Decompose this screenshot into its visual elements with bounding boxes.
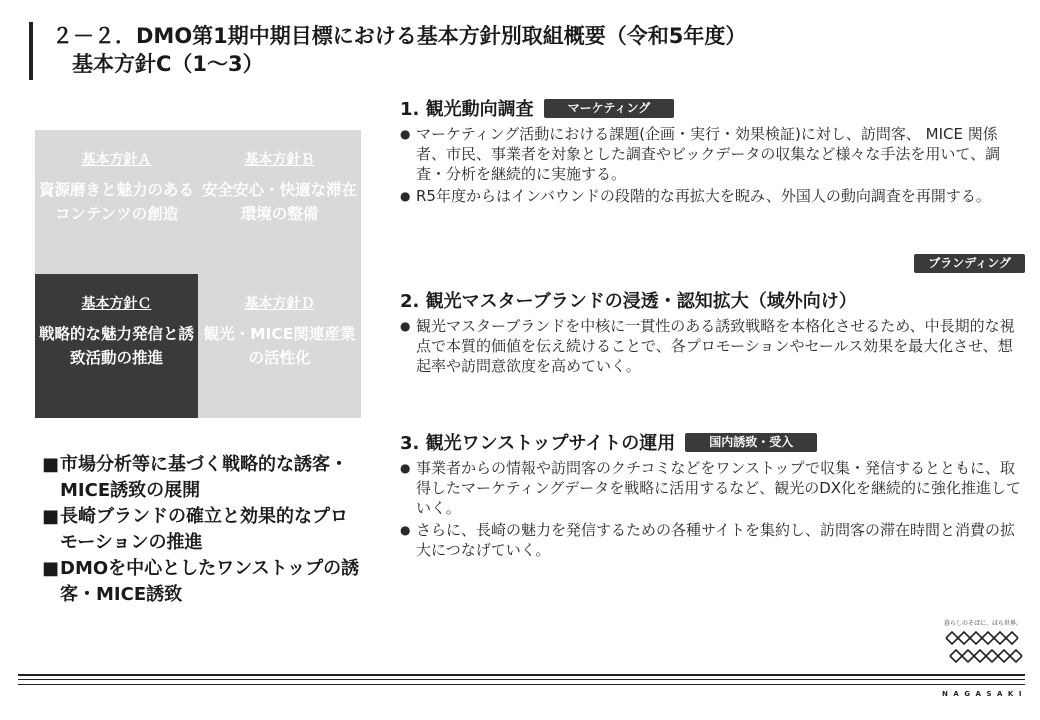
goal-text: DMOを中心としたワンストップの誘客・MICE誘致 <box>60 558 360 605</box>
dot-bullet-icon: ● <box>400 523 411 537</box>
bullet-text: 観光マスターブランドを中核に一貫性のある誘致戦略を本格化させるため、中長期的な視点で本質的価値を伝え続けることで、各プロモーションやセールス効果を最大化させ、想起率や訪問意欲度を高めていく。 <box>416 317 1015 375</box>
section-2 <box>400 256 1025 376</box>
bullet-item <box>400 458 1025 518</box>
policy-c-heading: 基本方針Ｃ <box>81 296 152 312</box>
page-title-line2: 基本方針C（1〜3） <box>72 52 264 76</box>
bullet-text: マーケティング活動における課題(企画・実行・効果検証)に対し、訪問客、 MICE 関係者、市民、事業者を対象とした調査やビックデータの収集など様々な手法を用いて、調査・分析を継続的に実施する。 <box>416 125 1001 183</box>
page-title-line1: ２－２．DMO第1期中期目標における基本方針別取組概要（令和5年度） <box>52 24 747 48</box>
policy-c-goals <box>42 452 362 608</box>
policy-grid <box>35 130 361 418</box>
policy-a-heading: 基本方針Ａ <box>81 152 152 168</box>
policy-b-body: 安全安心・快適な滞在環境の整備 <box>202 181 358 223</box>
tag-branding: ブランディング <box>914 254 1025 273</box>
section-2-heading: 2. 観光マスターブランドの浸透・認知拡大（域外向け） <box>400 291 857 312</box>
policy-c-body: 戦略的な魅力発信と誘致活動の推進 <box>39 325 195 367</box>
title-accent-bar <box>29 22 33 80</box>
section-1-heading <box>400 98 1025 122</box>
section-3 <box>400 432 1025 560</box>
footer-rule <box>18 679 1025 680</box>
policy-cell-c <box>35 274 198 418</box>
dot-bullet-icon: ● <box>400 461 411 475</box>
bullet-item <box>400 316 1025 376</box>
goal-item <box>42 452 362 504</box>
policy-d-heading: 基本方針Ｄ <box>244 296 315 312</box>
goal-text: 長崎ブランドの確立と効果的なプロモーションの推進 <box>60 506 348 553</box>
goal-text: 市場分析等に基づく戦略的な誘客・MICE誘致の展開 <box>60 454 348 501</box>
goal-item <box>42 556 362 608</box>
bullet-item <box>400 520 1025 560</box>
policy-a-body: 資源磨きと魅力のあるコンテンツの創造 <box>39 181 195 223</box>
section-1-title: 1. 観光動向調査 <box>400 99 534 120</box>
logo-wordmark: NAGASAKI <box>942 690 1027 698</box>
policy-cell-a <box>35 130 198 274</box>
page-title <box>52 22 746 78</box>
policy-d-body: 観光・MICE関連産業の活性化 <box>203 325 356 367</box>
policy-b-heading: 基本方針Ｂ <box>244 152 315 168</box>
bullet-text: さらに、長崎の魅力を発信するための各種サイトを集約し、訪問客の滞在時間と消費の拡大につなげていく。 <box>416 521 1015 559</box>
tag-marketing: マーケティング <box>544 99 675 118</box>
section-3-heading <box>400 432 1025 456</box>
dot-bullet-icon: ● <box>400 127 411 141</box>
bullet-item <box>400 124 1025 184</box>
dot-bullet-icon: ● <box>400 189 411 203</box>
nagasaki-logo-icon <box>938 614 1028 674</box>
footer-rule <box>18 684 1025 685</box>
footer-rule <box>18 674 1025 676</box>
section-3-title: 3. 観光ワンストップサイトの運用 <box>400 433 676 454</box>
dot-bullet-icon: ● <box>400 319 411 333</box>
policy-cell-d <box>198 274 361 418</box>
bullet-text: 事業者からの情報や訪問客のクチコミなどをワンストップで収集・発信するとともに、取得したマーケティングデータを戦略に活用するなど、観光のDX化を継続的に強化推進していく。 <box>416 459 1022 517</box>
logo-tagline: 暮らしのそばに、ほら世界。 <box>944 620 1023 627</box>
bullet-item <box>400 186 1025 206</box>
section-1 <box>400 98 1025 206</box>
square-bullet-icon: ■ <box>42 558 60 579</box>
bullet-text: R5年度からはインバウンドの段階的な再拡大を睨み、外国人の動向調査を再開する。 <box>416 187 991 205</box>
square-bullet-icon: ■ <box>42 506 60 527</box>
tag-domestic-inbound: 国内誘致・受入 <box>685 433 817 452</box>
policy-cell-b <box>198 130 361 274</box>
square-bullet-icon: ■ <box>42 454 60 475</box>
goal-item <box>42 504 362 556</box>
